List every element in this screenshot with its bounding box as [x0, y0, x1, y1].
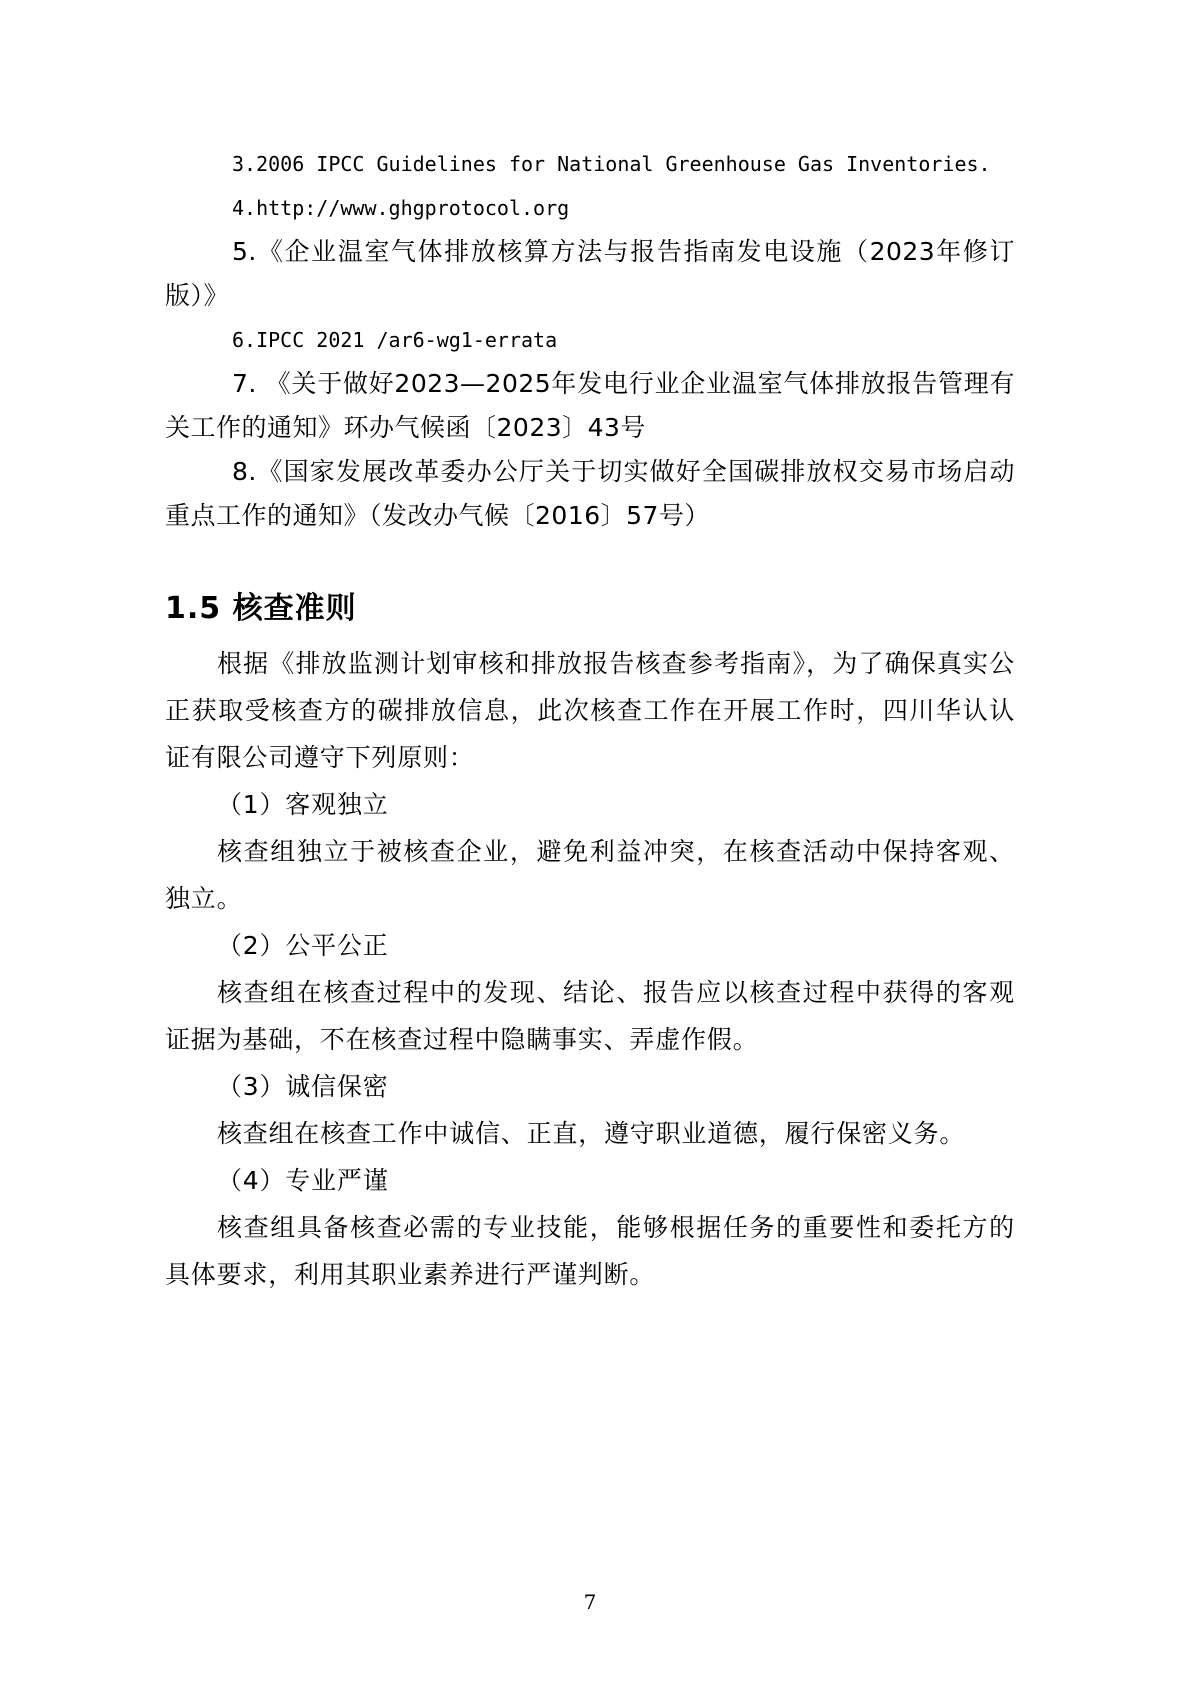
reference-item-7: 7. 《关于做好2023—2025年发电行业企业温室气体排放报告管理有关工作的通知》环办气候函〔2023〕43号: [165, 369, 1015, 442]
reference-item-6: 6.IPCC 2021 /ar6-wg1-errata: [232, 328, 558, 352]
principle-1-body: 核查组独立于被核查企业，避免利益冲突，在核查活动中保持客观、独立。: [165, 837, 1015, 913]
reference-item-3: 3.2006 IPCC Guidelines for National Greenhouse Gas Inventories.: [232, 152, 991, 176]
reference-item-8: 8.《国家发展改革委办公厅关于切实做好全国碳排放权交易市场启动重点工作的通知》（发改办气候〔2016〕57号）: [165, 457, 1015, 530]
principle-2-title: （2）公平公正: [217, 931, 389, 960]
principle-4-title: （4）专业严谨: [217, 1166, 389, 1195]
page-number: 7: [583, 1590, 597, 1614]
reference-item-4: 4.http://www.ghgprotocol.org: [232, 196, 570, 220]
section-intro-paragraph: 根据《排放监测计划审核和排放报告核查参考指南》，为了确保真实公正获取受核查方的碳排放信息，此次核查工作在开展工作时，四川华认认证有限公司遵守下列原则：: [165, 649, 1015, 772]
principle-4-body: 核查组具备核查必需的专业技能，能够根据任务的重要性和委托方的具体要求，利用其职业素养进行严谨判断。: [165, 1213, 1015, 1289]
principle-1-title: （1）客观独立: [217, 790, 389, 819]
principle-3-body: 核查组在核查工作中诚信、正直，遵守职业道德，履行保密义务。: [217, 1119, 966, 1148]
principle-2-body: 核查组在核查过程中的发现、结论、报告应以核查过程中获得的客观证据为基础，不在核查过程中隐瞒事实、弄虚作假。: [165, 978, 1015, 1054]
reference-item-5: 5.《企业温室气体排放核算方法与报告指南发电设施（2023年修订版）》: [165, 237, 1015, 310]
principle-3-title: （3）诚信保密: [217, 1072, 389, 1101]
section-heading: 1.5 核查准则: [165, 591, 357, 626]
document-content: [165, 142, 1015, 1298]
